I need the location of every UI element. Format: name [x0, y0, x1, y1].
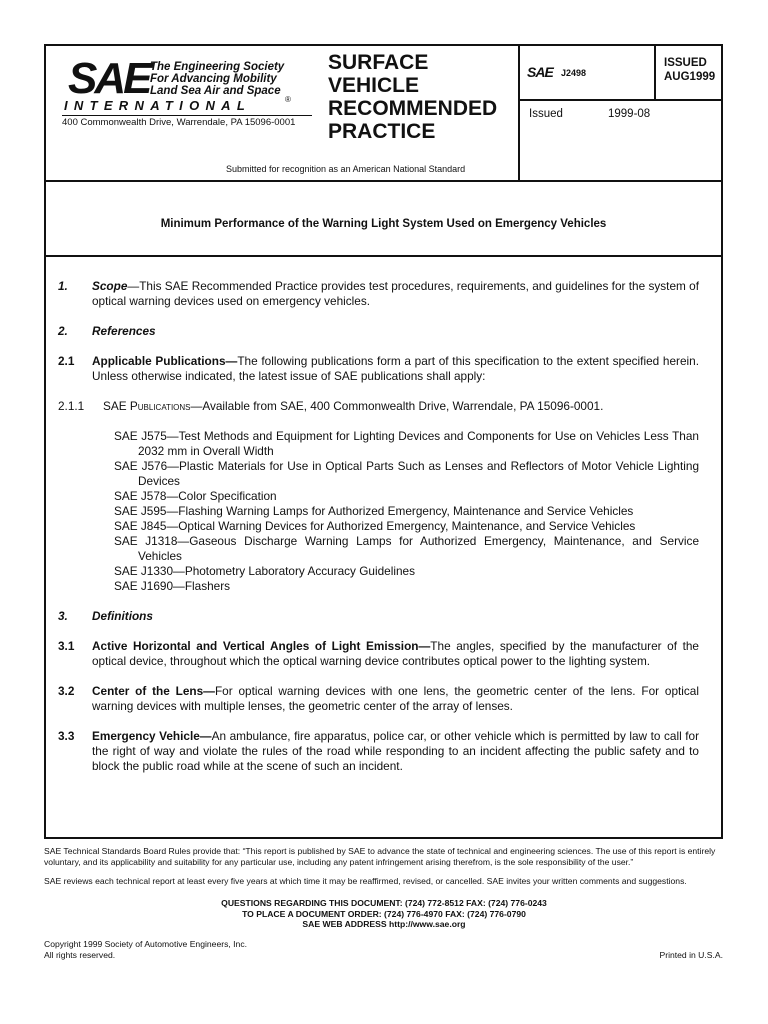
- document-title: Minimum Performance of the Warning Light System Used on Emergency Vehicles: [160, 218, 607, 230]
- right-panel-divider: [518, 44, 520, 181]
- document-number: J2498: [561, 68, 587, 78]
- questions-line: QUESTIONS REGARDING THIS DOCUMENT: (724) 772-8512 FAX: (724) 776-0243: [221, 898, 547, 908]
- status-box-bottom: [518, 99, 723, 101]
- printed-in: Printed in U.S.A.: [659, 950, 723, 960]
- section-number: 3.1: [58, 639, 75, 653]
- section-heading: Active Horizontal and Vertical Angles of Light Emission—: [92, 639, 431, 653]
- status-box: [664, 56, 715, 84]
- reference-item: SAE J1330—Photometry Laboratory Accuracy Guidelines: [114, 564, 415, 578]
- reference-item: SAE J578—Color Specification: [114, 489, 277, 503]
- society-tagline: [150, 61, 284, 97]
- section-2-1-1: [58, 399, 699, 414]
- copyright-line: Copyright 1999 Society of Automotive Engineers, Inc.: [44, 939, 248, 949]
- document-body: [58, 279, 699, 774]
- section-text: The angles, specified by the manufacturer of the optical device, throughout which the optical warning device contributes optical power to the lighting system.: [92, 639, 699, 668]
- contact-info: [44, 898, 724, 930]
- tagline-line: For Advancing Mobility: [150, 73, 277, 85]
- reference-list: [114, 429, 699, 594]
- status-label: ISSUED: [664, 57, 707, 69]
- sae-address: 400 Commonwealth Drive, Warrendale, PA 15096-0001: [62, 117, 296, 128]
- section-text: —This SAE Recommended Practice provides test procedures, requirements, and guidelines for the system of optical warning devices used on emergency vehicles.: [92, 279, 699, 308]
- submitted-note: Submitted for recognition as an American National Standard: [226, 164, 466, 174]
- section-heading: Definitions: [92, 609, 153, 623]
- section-2-1: [58, 354, 699, 384]
- section-number: 2.1.1: [58, 399, 85, 413]
- reference-item: SAE J1318—Gaseous Discharge Warning Lamps for Authorized Emergency, Maintenance, and Service Vehicles: [114, 534, 699, 563]
- section-heading: Applicable Publications—: [92, 354, 238, 368]
- document-type-line: PRACTICE: [328, 120, 436, 143]
- sae-small-logo: SAE: [527, 64, 553, 80]
- status-box-divider: [654, 44, 656, 100]
- section-text: —Available from SAE, 400 Commonwealth Drive, Warrendale, PA 15096-0001.: [190, 399, 604, 413]
- section-number: 3.2: [58, 684, 75, 698]
- section-references: [58, 324, 699, 339]
- tagline-line: The Engineering Society: [150, 61, 285, 73]
- standards-board-note: SAE Technical Standards Board Rules provide that: “This report is published by SAE to advance the state of technical and engineering sciences. The use of this report is entirely voluntary, and its applicability and suitability for any particular use, including any patent infringement arising therefrom, is the sole responsibility of the user.”: [44, 846, 716, 867]
- section-number: 3.: [58, 609, 68, 623]
- section-heading: Center of the Lens—: [92, 684, 215, 698]
- sae-logo: SAE: [68, 54, 150, 103]
- document-type: [328, 51, 497, 143]
- web-address: SAE WEB ADDRESS http://www.sae.org: [302, 919, 466, 929]
- registered-mark: ®: [285, 95, 291, 104]
- footer-notes: [44, 846, 724, 887]
- section-heading: References: [92, 324, 156, 338]
- section-number: 2.1: [58, 354, 75, 368]
- section-scope: [58, 279, 699, 309]
- reference-item: SAE J1690—Flashers: [114, 579, 231, 593]
- section-definitions: [58, 609, 699, 624]
- copyright: [44, 939, 247, 961]
- status-date: AUG1999: [664, 71, 716, 83]
- document-type-line: SURFACE: [328, 51, 429, 74]
- document-type-line: VEHICLE: [328, 74, 420, 97]
- issued-label: Issued: [529, 108, 563, 120]
- address-rule: [62, 115, 312, 116]
- section-text: For optical warning devices with one lens, the geometric center of the lens. For optical warning devices with multiple lenses, the geometric center of the array of lenses.: [92, 684, 699, 713]
- section-number: 2.: [58, 324, 68, 338]
- reference-item: SAE J845—Optical Warning Devices for Authorized Emergency, Maintenance, and Service Vehicles: [114, 519, 636, 533]
- tagline-line: Land Sea Air and Space: [150, 85, 281, 97]
- document-type-line: RECOMMENDED: [328, 97, 498, 120]
- rights-line: All rights reserved.: [44, 950, 116, 960]
- section-heading: Emergency Vehicle—: [92, 729, 212, 743]
- review-note: SAE reviews each technical report at least every five years at which time it may be reaffirmed, revised, or cancelled. SAE invites your written comments and suggestions.: [44, 876, 687, 886]
- reference-item: SAE J575—Test Methods and Equipment for Lighting Devices and Components for Use on Vehicles Less Than 2032 mm in Overall Width: [114, 429, 699, 458]
- title-divider: [44, 255, 723, 257]
- issued-date: 1999-08: [608, 108, 651, 120]
- section-text: An ambulance, fire apparatus, police car, or other vehicle which is permitted by law to call for the right of way and violate the rules of the road while responding to an incident affecting the public safety and to block the public road while at the scene of such an incident.: [92, 729, 699, 773]
- reference-item: SAE J576—Plastic Materials for Use in Optical Parts Such as Lenses and Reflectors of Motor Vehicle Lighting Devices: [114, 459, 699, 488]
- section-heading: Scope: [92, 279, 128, 293]
- section-3-2: [58, 684, 699, 714]
- section-3-3: [58, 729, 699, 774]
- section-heading: SAE Publications: [103, 399, 191, 413]
- reference-item: SAE J595—Flashing Warning Lamps for Authorized Emergency, Maintenance and Service Vehicles: [114, 504, 634, 518]
- header-divider: [44, 180, 723, 182]
- order-line: TO PLACE A DOCUMENT ORDER: (724) 776-4970 FAX: (724) 776-0790: [242, 908, 526, 919]
- section-3-1: [58, 639, 699, 669]
- section-text: The following publications form a part of this specification to the extent specified herein. Unless otherwise indicated, the latest issue of SAE publications shall apply:: [92, 354, 699, 383]
- section-number: 1.: [58, 279, 68, 293]
- international-wordmark: INTERNATIONAL: [64, 98, 252, 113]
- section-number: 3.3: [58, 729, 75, 743]
